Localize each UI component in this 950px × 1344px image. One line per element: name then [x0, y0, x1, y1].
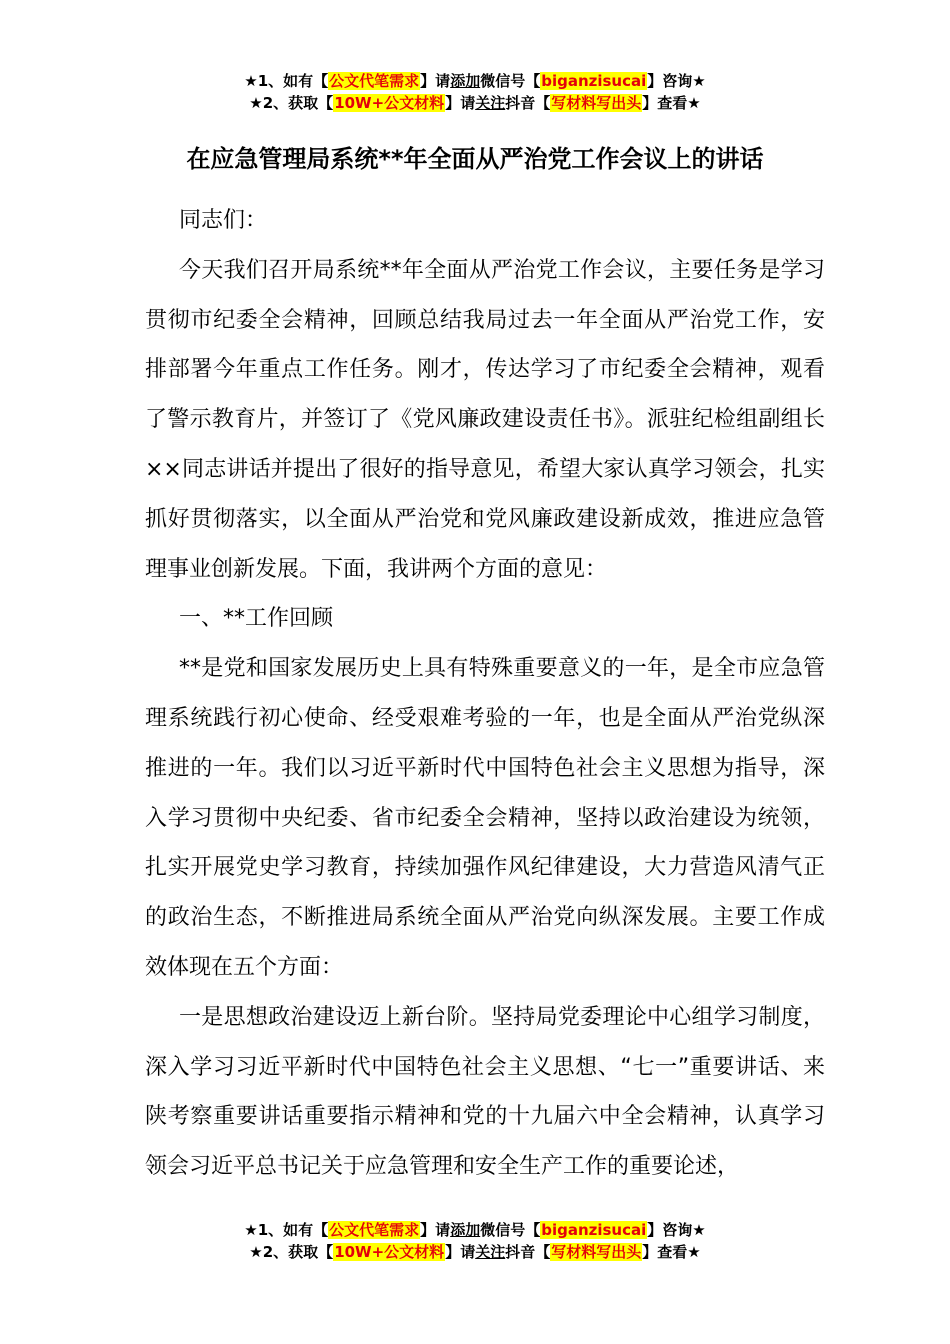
highlight-wechat-id: biganzisucai [541, 72, 647, 90]
banner-line-1: ★1、如有【公文代笔需求】请添加微信号【biganzisucai】咨询★ [244, 1221, 706, 1239]
document-body [145, 196, 825, 1192]
salutation: 同志们： [179, 208, 268, 233]
header-banner [0, 70, 950, 114]
section-heading: 一、**工作回顾 [179, 606, 334, 632]
highlight-materials: 10W+公文材料 [334, 1243, 445, 1261]
document-title: 在应急管理局系统**年全面从严治党工作会议上的讲话 [186, 145, 764, 173]
banner-line-1: ★1、如有【公文代笔需求】请添加微信号【biganzisucai】咨询★ [244, 72, 706, 90]
highlight-service: 公文代笔需求 [329, 1221, 420, 1239]
highlight-service: 公文代笔需求 [329, 72, 420, 90]
banner-line-2: ★2、获取【10W+公文材料】请关注抖音【写材料写出头】查看★ [249, 1243, 701, 1261]
highlight-wechat-id: biganzisucai [541, 1221, 647, 1239]
highlight-douyin: 写材料写出头 [551, 94, 642, 112]
paragraph-intro: 今天我们召开局系统**年全面从严治党工作会议，主要任务是学习贯彻市纪委全会精神，回顾总结我局过去一年全面从严治党工作，安排部署今年重点工作任务。刚才，传达学习了市纪委全会精神，观看了警示教育片，并签订了《党风廉政建设责任书》。派驻纪检组副组长××同志讲话并提出了很好的指导意见，希望大家认真学习领会，扎实抓好贯彻落实，以全面从严治党和党风廉政建设新成效，推进应急管理事业创新发展。下面，我讲两个方面的意见： [145, 257, 825, 582]
banner-line-2: ★2、获取【10W+公文材料】请关注抖音【写材料写出头】查看★ [249, 94, 701, 112]
paragraph-point-one: 一是思想政治建设迈上新台阶。坚持局党委理论中心组学习制度，深入学习习近平新时代中国特色社会主义思想、“七一”重要讲话、来陕考察重要讲话重要指示精神和党的十九届六中全会精神，认真学习领会习近平总书记关于应急管理和安全生产工作的重要论述， [145, 1004, 825, 1180]
footer-banner [0, 1219, 950, 1263]
paragraph-review: **是党和国家发展历史上具有特殊重要意义的一年，是全市应急管理系统践行初心使命、经受艰难考验的一年，也是全面从严治党纵深推进的一年。我们以习近平新时代中国特色社会主义思想为指导，深入学习贯彻中央纪委、省市纪委全会精神，坚持以政治建设为统领，扎实开展党史学习教育，持续加强作风纪律建设，大力营造风清气正的政治生态，不断推进局系统全面从严治党向纵深发展。主要工作成效体现在五个方面： [145, 656, 825, 980]
highlight-douyin: 写材料写出头 [551, 1243, 642, 1261]
highlight-materials: 10W+公文材料 [334, 94, 445, 112]
